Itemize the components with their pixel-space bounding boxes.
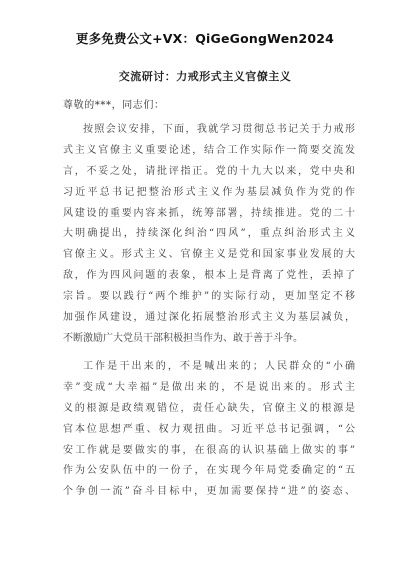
paragraph-line: 工作是干出来的，不是喊出来的；人民群众的“小确	[83, 361, 355, 372]
paragraph	[63, 120, 355, 350]
paragraph-line: 按照会议安排，下面，我就学习贯彻总书记关于力戒形	[83, 124, 355, 135]
paragraph-line: 官本位思想严重、权力观扭曲。习近平总书记强调，“公	[63, 423, 355, 435]
paragraph-line: 习近平总书记把整治形式主义作为基层减负作为党的作	[63, 186, 355, 198]
header-banner: 更多免费公文+VX：QiGeGongWen2024	[75, 31, 335, 46]
salutation: 尊敬的***，同志们：	[63, 100, 165, 111]
paragraph-line: 不断激励广大党员干部积极担当作为、敢于善于斗争。	[63, 332, 303, 344]
paragraph-line: 敌，作为四风问题的表象，根本上是背离了党性，丢掉了	[63, 270, 355, 282]
document-title: 交流研讨：力戒形式主义官僚主义	[118, 70, 292, 83]
paragraph-line: 官僚主义。形式主义、官僚主义是党和国家事业发展的大	[63, 249, 355, 261]
paragraph-line: 宗旨。要以践行“两个维护”的实际行动，更加坚定不移	[63, 291, 355, 303]
paragraph-line: 风建设的重要内容来抓，统筹部署，持续推进。党的二十	[63, 207, 355, 219]
paragraph-line: 个争创一流”奋斗目标中，更加需要保持“进”的姿态、	[63, 486, 355, 498]
paragraph-line: 作为公安队伍中的一份子，在实现今年局党委确定的“五	[63, 465, 355, 477]
paragraph	[63, 357, 355, 503]
paragraph-line: 加强作风建设，通过深化拓展整治形式主义为基层减负，	[63, 312, 355, 324]
paragraph-line: 大明确提出，持续深化纠治“四风”，重点纠治形式主义	[63, 228, 355, 240]
paragraph-line: 言，不妥之处，请批评指正。党的十九大以来，党中央和	[63, 165, 355, 177]
paragraph-line: 安工作就是要做实的事，在很高的认识基础上做实的事”	[63, 444, 355, 456]
paragraph-line: 义的根源是政绩观错位，责任心缺失，官僚主义的根源是	[63, 402, 355, 414]
paragraph-line: 式主义官僚主义重要论述，结合工作实际作一简要交流发	[63, 144, 355, 156]
paragraph-line: 幸”变成“大幸福”是做出来的，不是说出来的。形式主	[63, 381, 355, 393]
